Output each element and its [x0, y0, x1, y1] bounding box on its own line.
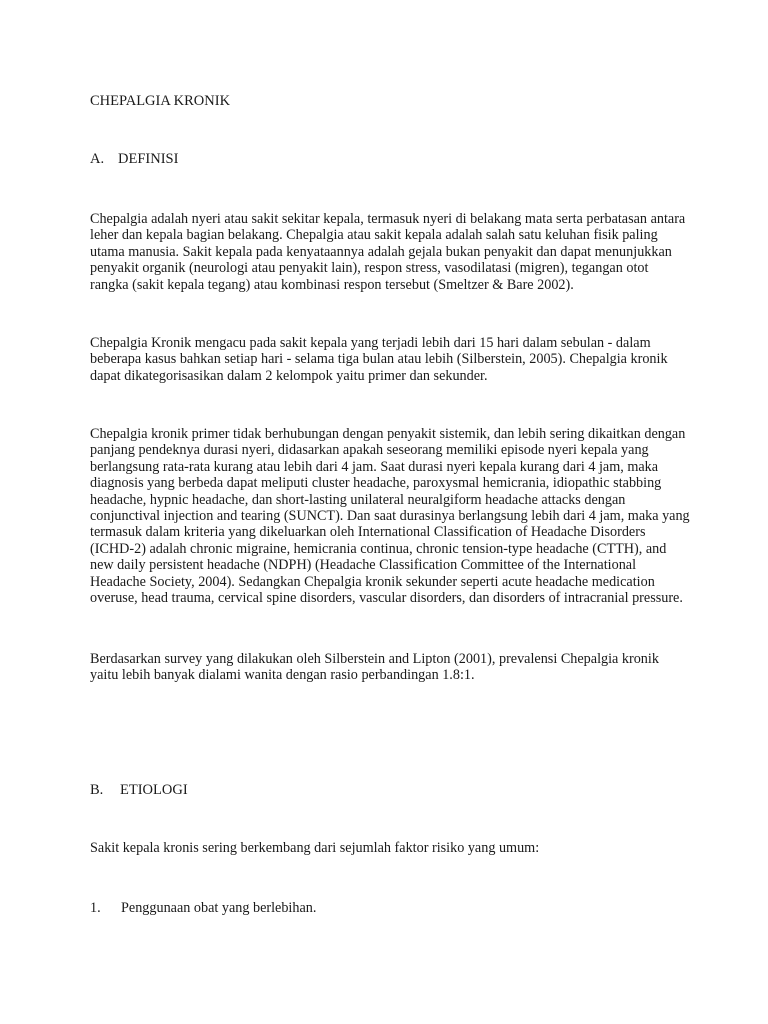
list-item [90, 900, 690, 916]
section-heading-etiologi [90, 782, 690, 798]
paragraph-etiology-intro: Sakit kepala kronis sering berkembang dari sejumlah faktor risiko yang umum: [90, 840, 540, 856]
paragraph-definition: Chepalgia adalah nyeri atau sakit sekitar kepala, termasuk nyeri di belakang mata serta perbatasan antara leher dan kepala bagian belakang. Chepalgia atau sakit kepala adalah salah satu keluhan fisik paling utama manusia. Sakit kepala pada kenyataannya adalah gejala bukan penyakit dan dapat menunjukkan penyakit organik (neurologi atau penyakit lain), respon stress, vasodilatasi (migren), tegangan otot rangka (sakit kepala tegang) atau kombinasi respon tersebut (Smeltzer & Bare 2002). [90, 211, 686, 293]
list-item-number: 1. [90, 900, 101, 916]
paragraph-prevalence: Berdasarkan survey yang dilakukan oleh Silberstein and Lipton (2001), prevalensi Chepalgia kronik yaitu lebih banyak dialami wanita dengan rasio perbandingan 1.8:1. [90, 651, 659, 684]
document-title: CHEPALGIA KRONIK [90, 93, 231, 109]
section-heading-definisi [90, 151, 690, 167]
paragraph-primary-chronic: Chepalgia kronik primer tidak berhubungan dengan penyakit sistemik, dan lebih sering dikaitkan dengan panjang pendeknya durasi nyeri, didasarkan apakah seseorang memiliki episode nyeri kepala yang berlangsung rata-rata kurang atau lebih dari 4 jam. Saat durasi nyeri kepala kurang dari 4 jam, maka diagnosis yang berbeda dapat meliputi cluster headache, paroxysmal hemicrania, idiopathic stabbing headache, hypnic headache, dan short-lasting unilateral neuralgiform headache attacks dengan conjunctival injection and tearing (SUNCT). Dan saat durasinya berlangsung lebih dari 4 jam, maka yang termasuk dalam kriteria yang dikeluarkan oleh International Classification of Headache Disorders (ICHD-2) adalah chronic migraine, hemicrania continua, chronic tension-type headache (CTTH), and new daily persistent headache (NDPH) (Headache Classification Committee of the International Headache Society, 2004). Sedangkan Chepalgia kronik sekunder seperti acute headache medication overuse, head trauma, cervical spine disorders, vascular disorders, dan disorders of intracranial pressure. [90, 426, 690, 607]
paragraph-chronic-definition: Chepalgia Kronik mengacu pada sakit kepala yang terjadi lebih dari 15 hari dalam sebulan - dalam beberapa kasus bahkan setiap hari - selama tiga bulan atau lebih (Silberstein, 2005). Chepalgia kronik dapat dikategorisasikan dalam 2 kelompok yaitu primer dan sekunder. [90, 335, 668, 384]
list-item-text: Penggunaan obat yang berlebihan. [121, 900, 317, 916]
section-marker: A. [90, 151, 105, 167]
section-heading-text: ETIOLOGI [120, 782, 188, 798]
section-heading-text: DEFINISI [118, 151, 179, 167]
section-marker: B. [90, 782, 104, 798]
